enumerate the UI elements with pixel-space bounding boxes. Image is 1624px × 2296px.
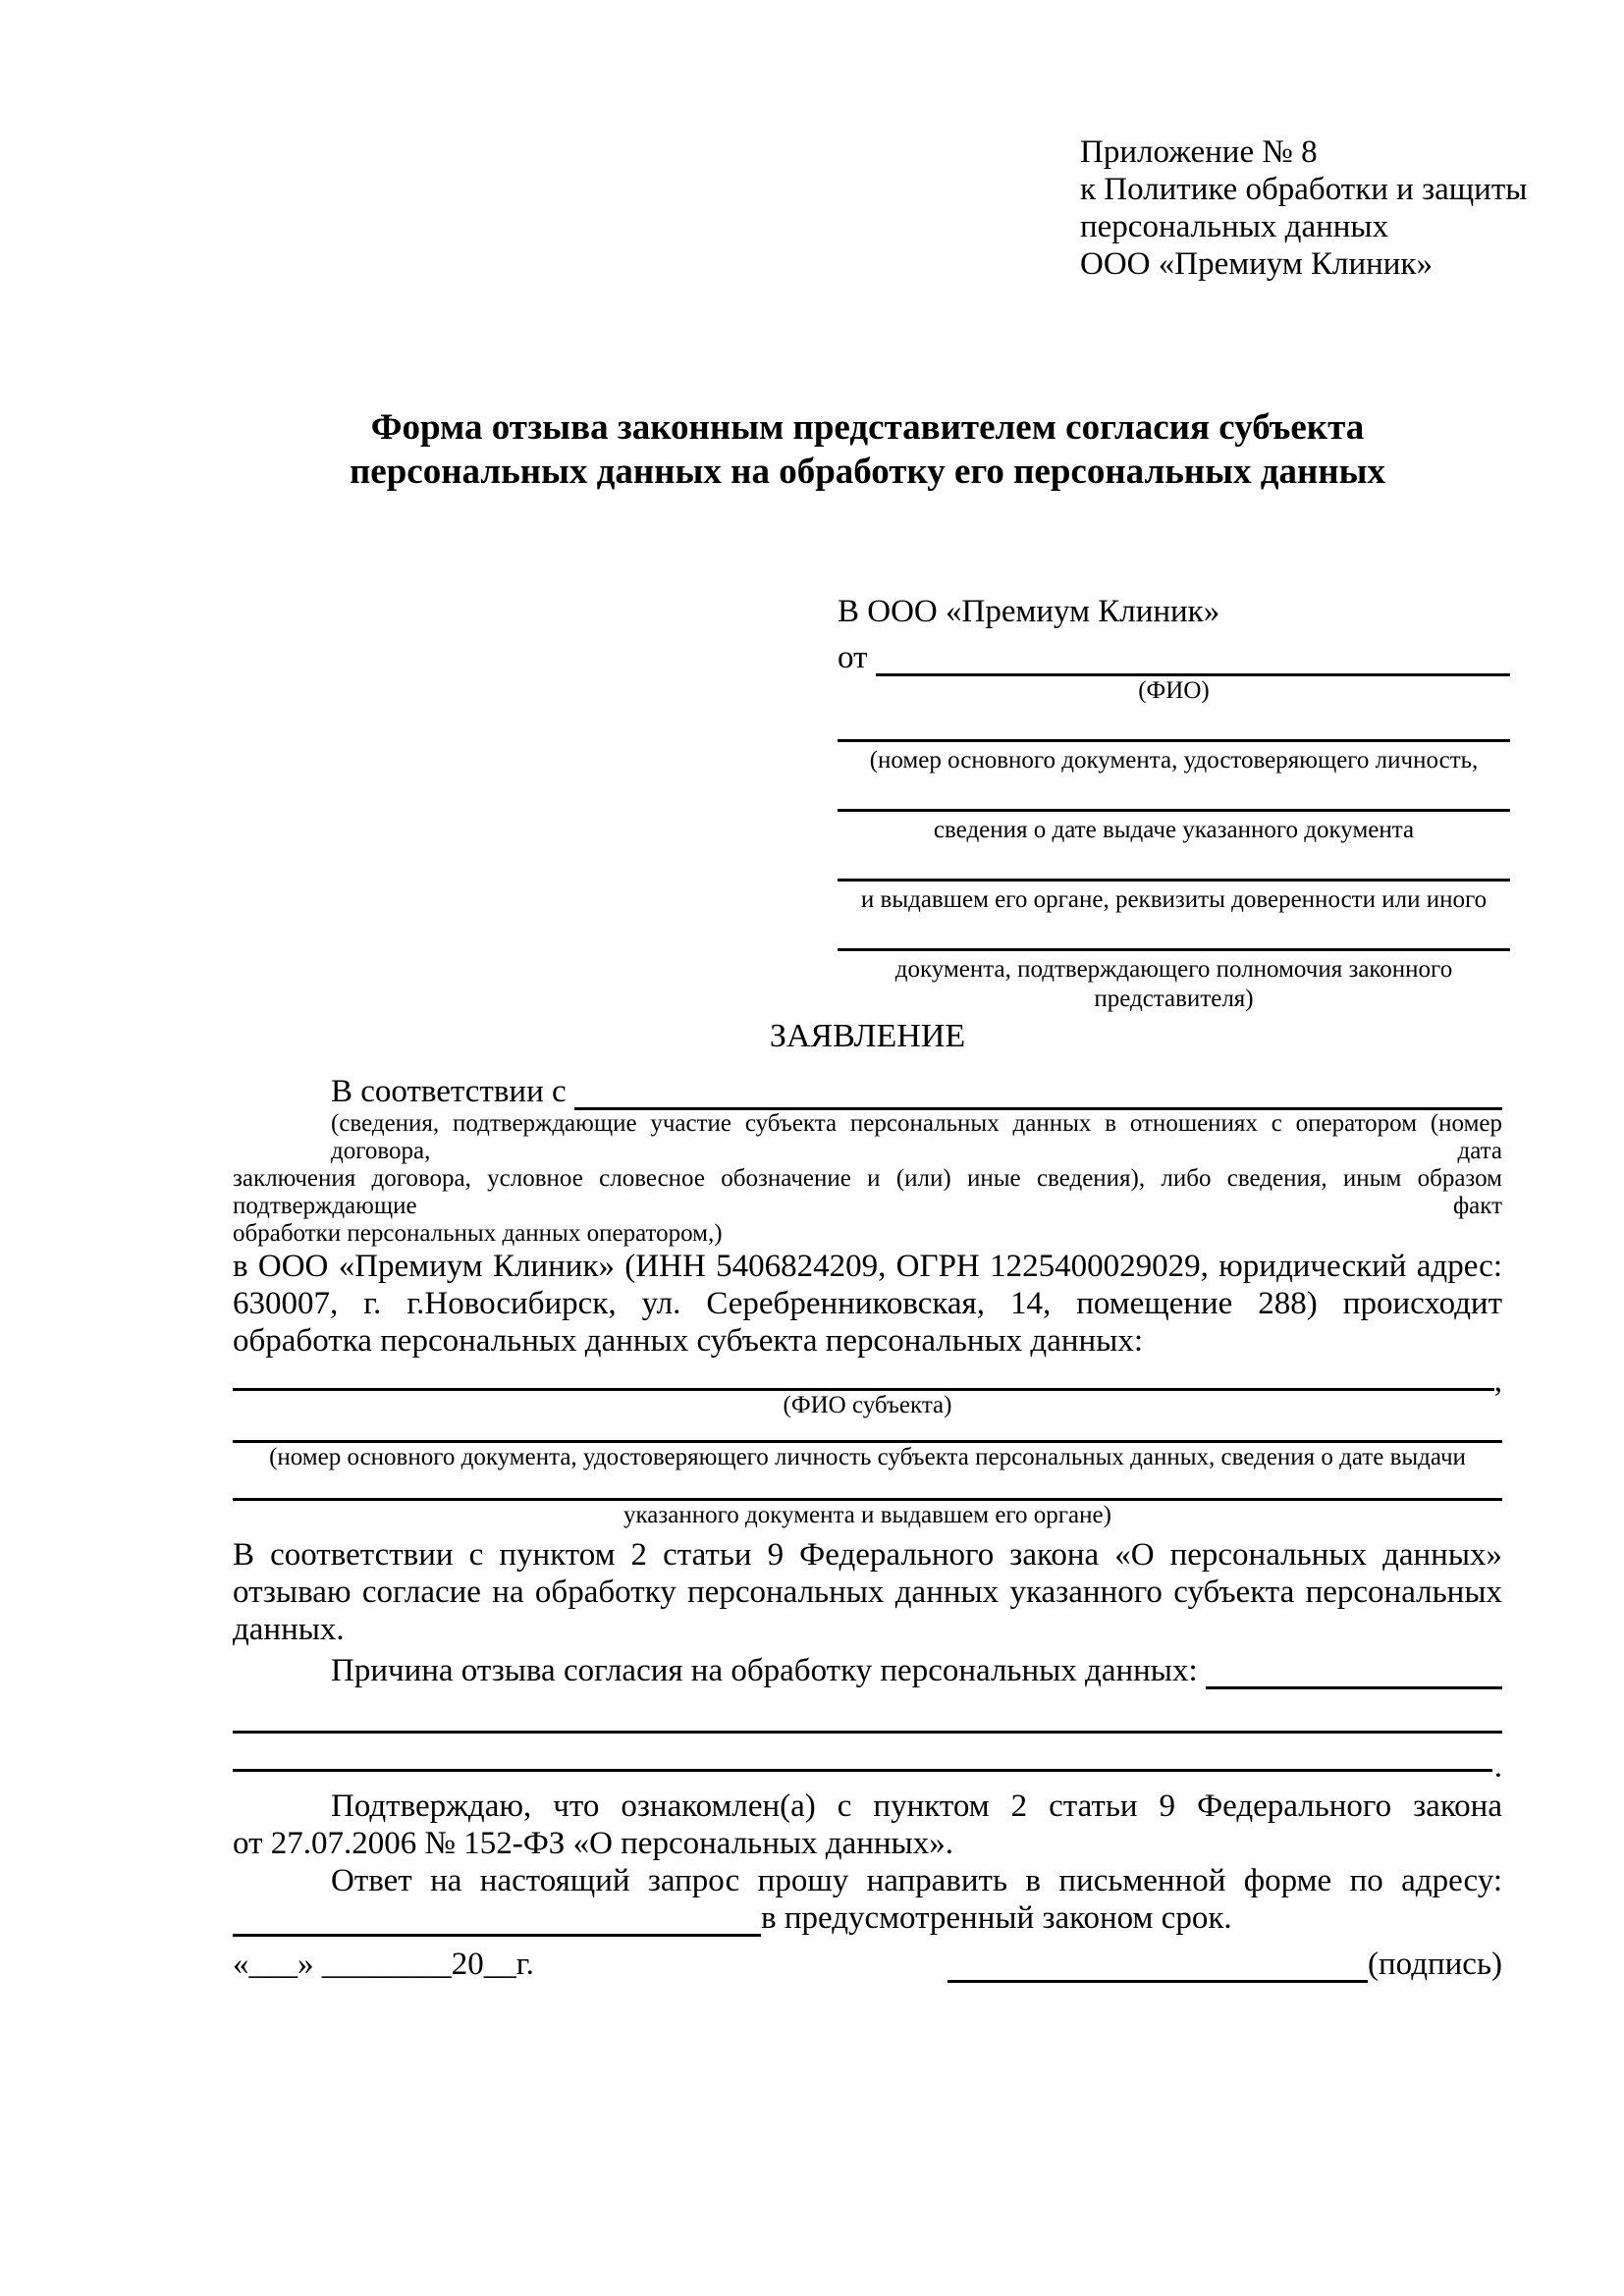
appendix-header-line: к Политике обработки и защиты [1080, 172, 1528, 207]
operator-paragraph-line: обработка персональных данных субъекта персональных данных: [233, 1323, 1143, 1359]
representative-doc-caption: документа, подтверждающего полномочия законного представителя) [894, 956, 1453, 1012]
operator-paragraph-line: в ООО «Премиум Клиник» (ИНН 5406824209, ОГРН 1225400029029, юридический адрес: [233, 1249, 1502, 1284]
statement-section [233, 1016, 1502, 1937]
withdraw-paragraph-line: отзываю согласие на обработку персональных данных указанного субъекта персональных [233, 1575, 1502, 1610]
subject-doc-caption: указанного документа и выдавшем его органе) [623, 1502, 1111, 1528]
basis-input-line[interactable] [574, 1100, 1502, 1110]
addressee-block [838, 592, 1510, 1014]
intro-note-line: обработки персональных данных оператором,) [233, 1220, 723, 1247]
reply-tail-text: в предусмотренный законом срок. [761, 1900, 1232, 1936]
fio-input-line[interactable] [876, 667, 1511, 676]
representative-doc-input-line[interactable] [838, 809, 1510, 845]
appendix-header-line: персональных данных [1080, 209, 1389, 244]
reply-paragraph-line: Ответ на настоящий запрос прошу направить в письменной форме по адресу: [331, 1863, 1502, 1898]
reason-label: Причина отзыва согласия на обработку персональных данных: [331, 1653, 1198, 1688]
from-label: от [838, 640, 868, 675]
statement-heading: ЗАЯВЛЕНИЕ [769, 1018, 966, 1054]
reply-address-input-line[interactable] [233, 1927, 761, 1937]
representative-doc-input-line[interactable] [838, 739, 1510, 775]
reason-continuation-line[interactable] [233, 1762, 1492, 1772]
signature-group [947, 1946, 1502, 1983]
reason-continuation-row [233, 1749, 1502, 1785]
subject-doc-caption: (номер основного документа, удостоверяющего личность субъекта персональных данных, сведения о дате выдачи [269, 1444, 1466, 1470]
subject-fio-row [233, 1363, 1502, 1399]
document-title-line: Форма отзыва законным представителем согласия субъекта [370, 407, 1365, 448]
reason-input-line[interactable] [1206, 1680, 1502, 1689]
intro-note-line: заключения договора, условное словесное обозначение и (или) иные сведения), либо сведения, иным образом подтверждающие факт [233, 1165, 1502, 1219]
appendix-header [1080, 133, 1532, 283]
basis-label: В соответствии с [331, 1074, 567, 1109]
appendix-header-line: ООО «Премиум Клиник» [1080, 246, 1433, 282]
signature-input-line[interactable] [947, 1973, 1368, 1983]
representative-doc-input-line[interactable] [838, 948, 1510, 1014]
withdraw-paragraph-line: В соответствии с пунктом 2 статьи 9 Федерального закона «О персональных данных» [233, 1537, 1502, 1573]
representative-doc-caption: (номер основного документа, удостоверяющего личность, [869, 747, 1479, 774]
reason-continuation-line[interactable] [233, 1731, 1502, 1734]
confirm-paragraph-line: Подтверждаю, что ознакомлен(а) с пунктом 2 статьи 9 Федерального закона [331, 1789, 1502, 1824]
fio-caption: (ФИО) [1138, 677, 1210, 704]
signature-caption: (подпись) [1368, 1947, 1502, 1982]
subject-fio-input-line[interactable] [233, 1381, 1494, 1391]
document-title [233, 405, 1502, 494]
representative-doc-caption: сведения о дате выдаче указанного документа [933, 817, 1415, 843]
confirm-paragraph-line: от 27.07.2006 № 152-ФЗ «О персональных данных». [233, 1826, 953, 1861]
reason-end-punct: . [1493, 1749, 1502, 1785]
appendix-header-line: Приложение № 8 [1080, 134, 1318, 170]
from-row [838, 631, 1510, 676]
footer-row [233, 1946, 1502, 1983]
addressee-organization: В ООО «Премиум Клиник» [838, 594, 1220, 629]
document-title-line: персональных данных на обработку его персональных данных [349, 452, 1385, 492]
basis-row [233, 1065, 1502, 1110]
reason-row [233, 1648, 1502, 1689]
representative-doc-input-line[interactable] [838, 879, 1510, 915]
subject-fio-caption: (ФИО субъекта) [783, 1392, 952, 1418]
reply-address-row [233, 1899, 1502, 1937]
withdraw-paragraph-line: данных. [233, 1612, 345, 1647]
subject-fio-punct: , [1493, 1363, 1502, 1399]
representative-doc-caption: и выдавшем его органе, реквизиты доверенности или иного [860, 886, 1488, 913]
date-line: «___» ________20__г. [233, 1947, 534, 1982]
intro-note-line: (сведения, подтверждающие участие субъекта персональных данных в отношениях с оператором (номер договора, дата [331, 1110, 1502, 1164]
operator-paragraph-line: 630007, г. г.Новосибирск, ул. Серебренниковская, 14, помещение 288) происходит [233, 1286, 1502, 1321]
